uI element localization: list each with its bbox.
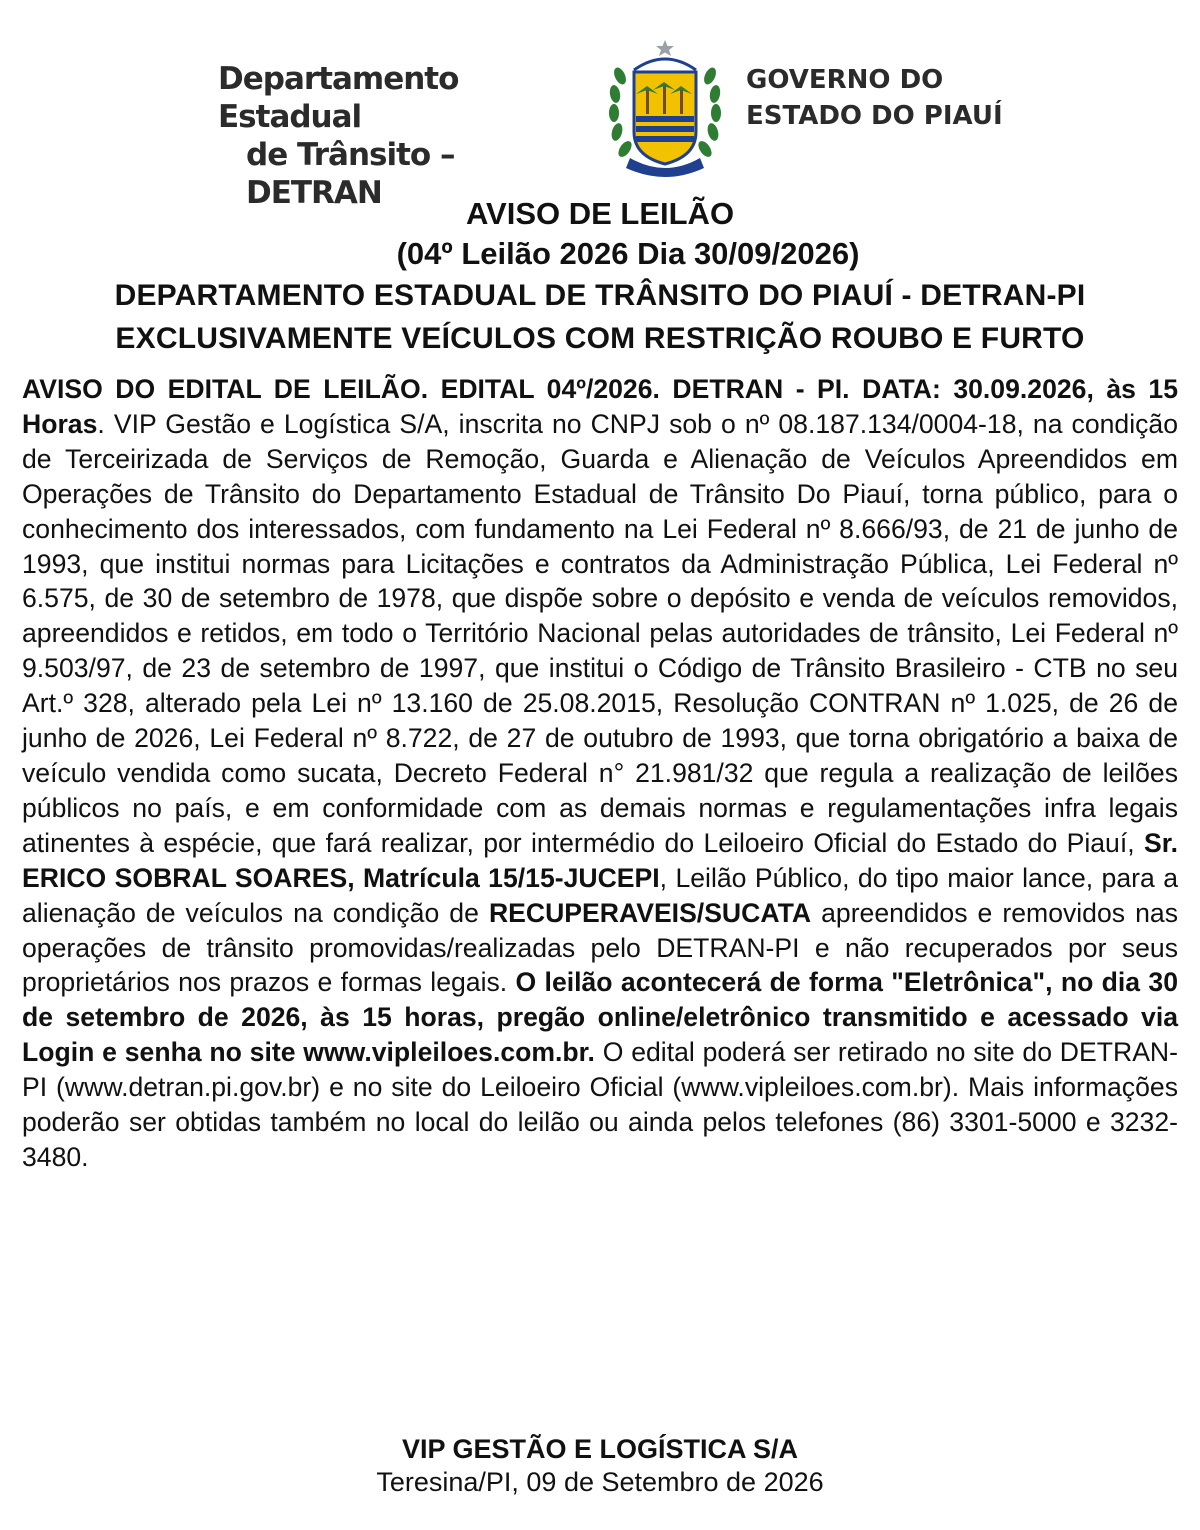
governo-piaui-logo — [746, 62, 1046, 134]
detran-logo-line2: de Trânsito – DETRAN — [246, 137, 455, 211]
department-heading: DEPARTAMENTO ESTADUAL DE TRÂNSITO DO PIAUÍ - DETRAN-PI — [114, 279, 1086, 312]
body-text-contacts: O edital poderá ser retirado no site do DETRAN-PI (www.detran.pi.gov.br) e no site do Leiloeiro Oficial (www.vipleiloes.com.br). Mais informações poderão ser obtidas também no local do leilão ou ainda pelos telefones (86) 3301-5000 e 3232-3480. — [22, 1037, 1178, 1172]
body-electronic-auction: O leilão acontecerá de forma "Eletrônica", no dia 30 de setembro de 2026, às 15 horas, pregão online/eletrônico transmitido e acessado via Login e senha no site www.vipleiloes.com.br. — [22, 967, 1179, 1068]
body-edital-header: AVISO DO EDITAL DE LEILÃO. EDITAL 04º/2026. DETRAN - PI. DATA: 30.09.2026, às 15 Horas — [22, 374, 1178, 439]
signature-block — [0, 1433, 1200, 1499]
company-name: VIP GESTÃO E LOGÍSTICA S/A — [401, 1434, 799, 1464]
notice-subtitle: (04º Leilão 2026 Dia 30/09/2026) — [396, 236, 860, 271]
place-date: Teresina/PI, 09 de Setembro de 2026 — [376, 1467, 824, 1497]
body-text-operations: apreendidos e removidos nas operações de trânsito promovidas/realizadas pelo DETRAN-PI e não recuperados por seus proprietários nos prazos e formas legais. — [22, 897, 1178, 998]
gov-logo-line1: GOVERNO DO — [746, 65, 944, 95]
piaui-state-seal-icon — [606, 36, 724, 178]
detran-logo-line1: Departamento Estadual — [218, 61, 459, 135]
header — [0, 30, 1200, 211]
body-text-legal: . VIP Gestão e Logística S/A, inscrita no CNPJ sob o nº 08.187.134/0004-18, na condição de Terceirizada de Serviços de Remoção, Guarda e Alienação de Veículos Apreendidos em Operações de Trânsito do Departamento Estadual de Trânsito Do Piauí, torna público, para o conhecimento dos interessados, com fundamento na Lei Federal nº 8.666/93, de 21 de junho de 1993, que institui normas para Licitações e contratos da Administração Pública, Lei Federal nº 6.575, de 30 de setembro de 1978, que dispõe sobre o depósito e venda de veículos removidos, apreendidos e retidos, em todo o Território Nacional pelas autoridades de trânsito, Lei Federal nº 9.503/97, de 23 de setembro de 1997, que institui o Código de Trânsito Brasileiro - CTB no seu Art.º 328, alterado pela Lei nº 13.160 de 25.08.2015, Resolução CONTRAN nº 1.025, de 26 de junho de 2026, Lei Federal nº 8.722, de 27 de outubro de 1993, que torna obrigatório a baixa de veículo vendida como sucata, Decreto Federal n° 21.981/32 que regula a realização de leilões públicos no país, e em conformidade com as demais normas e regulamentações infra legais atinentes à espécie, que fará realizar, por intermédio do Leiloeiro Oficial do Estado do Piauí, — [22, 408, 1178, 858]
notice-body — [22, 372, 1178, 1175]
gov-logo-line2: ESTADO DO PIAUÍ — [746, 101, 1003, 131]
restriction-heading: EXCLUSIVAMENTE VEÍCULOS COM RESTRIÇÃO ROUBO E FURTO — [115, 322, 1085, 355]
body-auctioneer: Sr. ERICO SOBRAL SOARES, Matrícula 15/15-JUCEPI — [22, 827, 1178, 893]
detran-logo — [218, 60, 598, 212]
notice-title: AVISO DE LEILÃO — [465, 196, 735, 231]
notice-titles — [0, 194, 1200, 360]
body-text-auction: , Leilão Público, do tipo maior lance, para a alienação de veículos na condição de — [22, 862, 1178, 928]
body-condition: RECUPERAVEIS/SUCATA — [488, 897, 812, 928]
